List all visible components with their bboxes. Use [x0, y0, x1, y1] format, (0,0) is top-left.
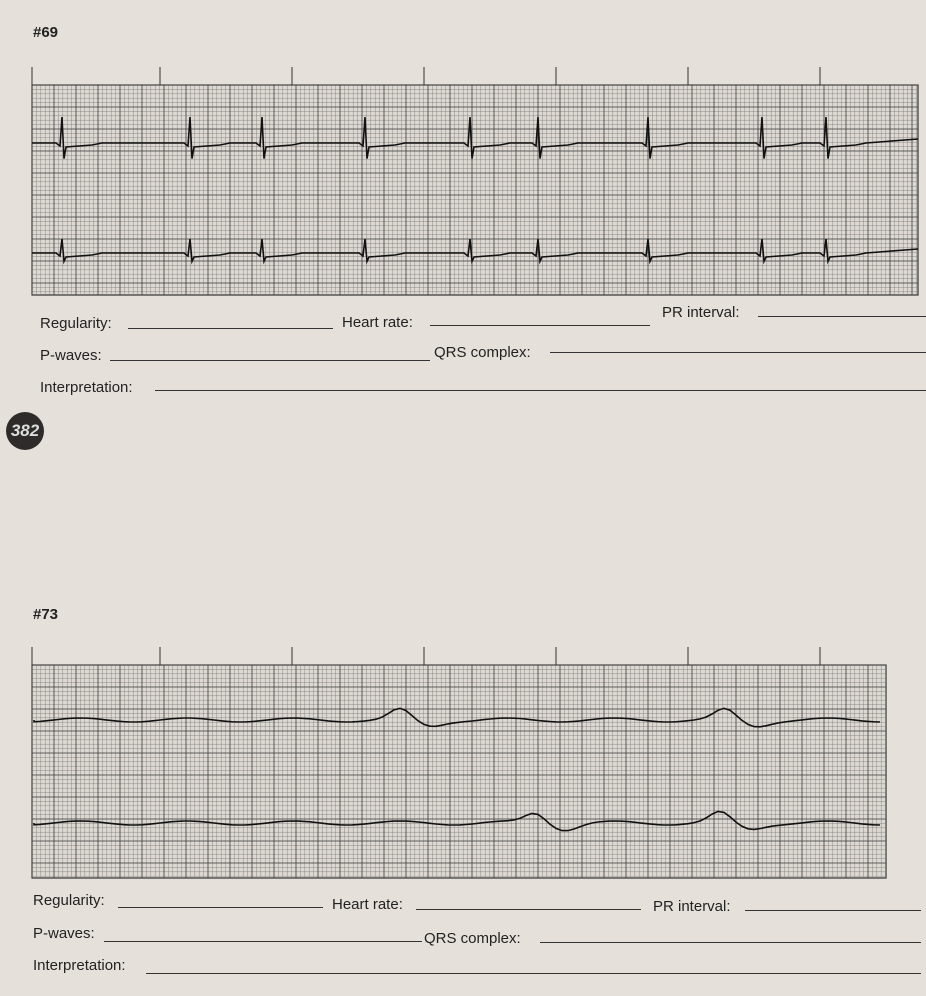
heart-rate-field[interactable] [430, 325, 650, 326]
time-marker-ticks [32, 67, 820, 85]
time-marker-ticks [32, 647, 820, 665]
heart-rate-label: Heart rate: [332, 896, 403, 913]
pr-interval-field[interactable] [758, 316, 926, 317]
qrs-complex-field[interactable] [540, 942, 921, 943]
ecg-strip-73 [0, 635, 926, 885]
regularity-label: Regularity: [33, 892, 105, 909]
p-waves-label: P-waves: [33, 925, 95, 942]
p-waves-label: P-waves: [40, 347, 102, 364]
regularity-field[interactable] [118, 907, 323, 908]
interpretation-label: Interpretation: [40, 379, 133, 396]
pr-interval-label: PR interval: [653, 898, 731, 915]
ecg-grid-background [32, 85, 918, 295]
p-waves-field[interactable] [104, 941, 422, 942]
qrs-complex-label: QRS complex: [424, 930, 521, 947]
page-number-badge: 382 [6, 412, 44, 450]
pr-interval-field[interactable] [745, 910, 921, 911]
strip-73-number: #73 [33, 606, 59, 623]
interpretation-field[interactable] [155, 390, 926, 391]
qrs-complex-field[interactable] [550, 352, 926, 353]
regularity-label: Regularity: [40, 315, 112, 332]
interpretation-field[interactable] [146, 973, 921, 974]
pr-interval-label: PR interval: [662, 304, 740, 321]
ecg-strip-69 [0, 55, 926, 305]
p-waves-field[interactable] [110, 360, 430, 361]
qrs-complex-label: QRS complex: [434, 344, 531, 361]
heart-rate-label: Heart rate: [342, 314, 413, 331]
strip-69-number: #69 [33, 24, 59, 41]
heart-rate-field[interactable] [416, 909, 641, 910]
regularity-field[interactable] [128, 328, 333, 329]
interpretation-label: Interpretation: [33, 957, 126, 974]
